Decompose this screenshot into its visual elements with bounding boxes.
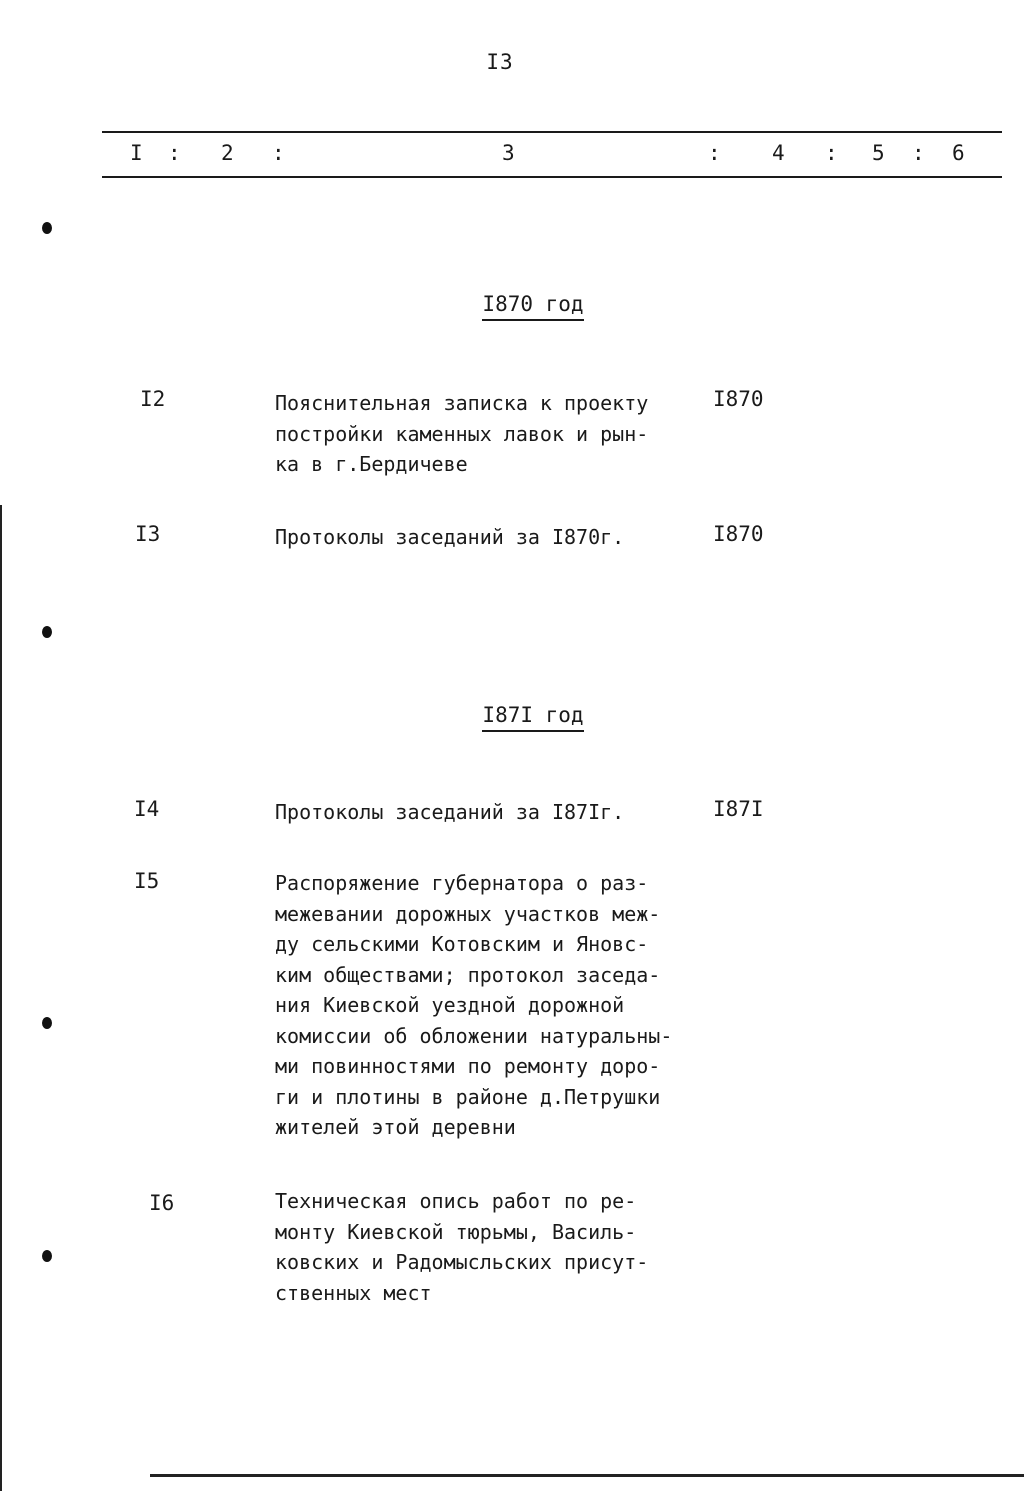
item-description-line: межевании дорожных участков меж-	[275, 901, 661, 926]
column-separator: :	[168, 141, 181, 165]
item-description-line: ду сельскими Котовским и Яновс-	[275, 932, 649, 956]
item-description-line: ги и плотины в районе д.Петрушки	[275, 1084, 661, 1109]
item-description-line: ния Киевской уездной дорожной	[275, 993, 625, 1017]
item-description	[275, 797, 715, 828]
column-6-number: 6	[952, 141, 965, 165]
item-number: I3	[135, 522, 161, 546]
item-description-line: ственных мест	[275, 1280, 432, 1305]
item-description-line: Протоколы заседаний за I87Iг.	[275, 800, 625, 824]
item-date: I87I	[713, 797, 764, 821]
item-description	[275, 1186, 715, 1308]
binding-hole-mark	[42, 1017, 52, 1029]
item-description-line: монту Киевской тюрьмы, Василь-	[275, 1219, 637, 1244]
column-separator: :	[708, 141, 721, 165]
year-heading-text: I87I год	[482, 703, 583, 732]
item-description-line: Техническая опись работ по ре-	[275, 1189, 637, 1213]
item-number: I6	[149, 1191, 175, 1215]
column-3-number: 3	[502, 141, 515, 165]
column-1-number: I	[130, 141, 143, 165]
year-heading	[0, 703, 1024, 727]
item-description	[275, 868, 715, 1143]
item-number: I4	[134, 797, 160, 821]
item-description-line: постройки каменных лавок и рын-	[275, 421, 649, 446]
item-number: I2	[140, 387, 166, 411]
item-description-line: комиссии об обложении натуральны-	[275, 1023, 673, 1048]
column-4-number: 4	[772, 141, 785, 165]
column-separator: :	[272, 141, 285, 165]
item-description-line: Распоряжение губернатора о раз-	[275, 871, 649, 895]
binding-hole-mark	[42, 222, 52, 234]
year-heading-text: I870 год	[482, 292, 583, 321]
page-number: I3	[486, 50, 514, 74]
item-number: I5	[134, 869, 160, 893]
item-description-line: ми повинностями по ремонту доро-	[275, 1054, 661, 1078]
column-5-number: 5	[872, 141, 885, 165]
binding-hole-mark	[42, 626, 52, 638]
column-separator: :	[825, 141, 838, 165]
column-separator: :	[912, 141, 925, 165]
item-date: I870	[713, 522, 764, 546]
item-description-line: ка в г.Бердичеве	[275, 452, 468, 476]
column-2-number: 2	[221, 141, 234, 165]
item-description-line: ким обществами; протокол заседа-	[275, 962, 661, 987]
item-description-line: Пояснительная записка к проекту	[275, 391, 649, 415]
item-description-line: ковских и Радомысльских присут-	[275, 1250, 649, 1274]
table-header-top-rule	[102, 131, 1002, 133]
item-description	[275, 388, 715, 480]
year-heading	[0, 292, 1024, 316]
item-description-line: Протоколы заседаний за I870г.	[275, 525, 625, 549]
scan-bottom-edge	[150, 1474, 1024, 1477]
item-description-line: жителей этой деревни	[275, 1115, 516, 1139]
scan-left-edge	[0, 505, 2, 1491]
item-description	[275, 522, 715, 553]
table-header-bottom-rule	[102, 176, 1002, 178]
item-date: I870	[713, 387, 764, 411]
binding-hole-mark	[42, 1250, 52, 1262]
